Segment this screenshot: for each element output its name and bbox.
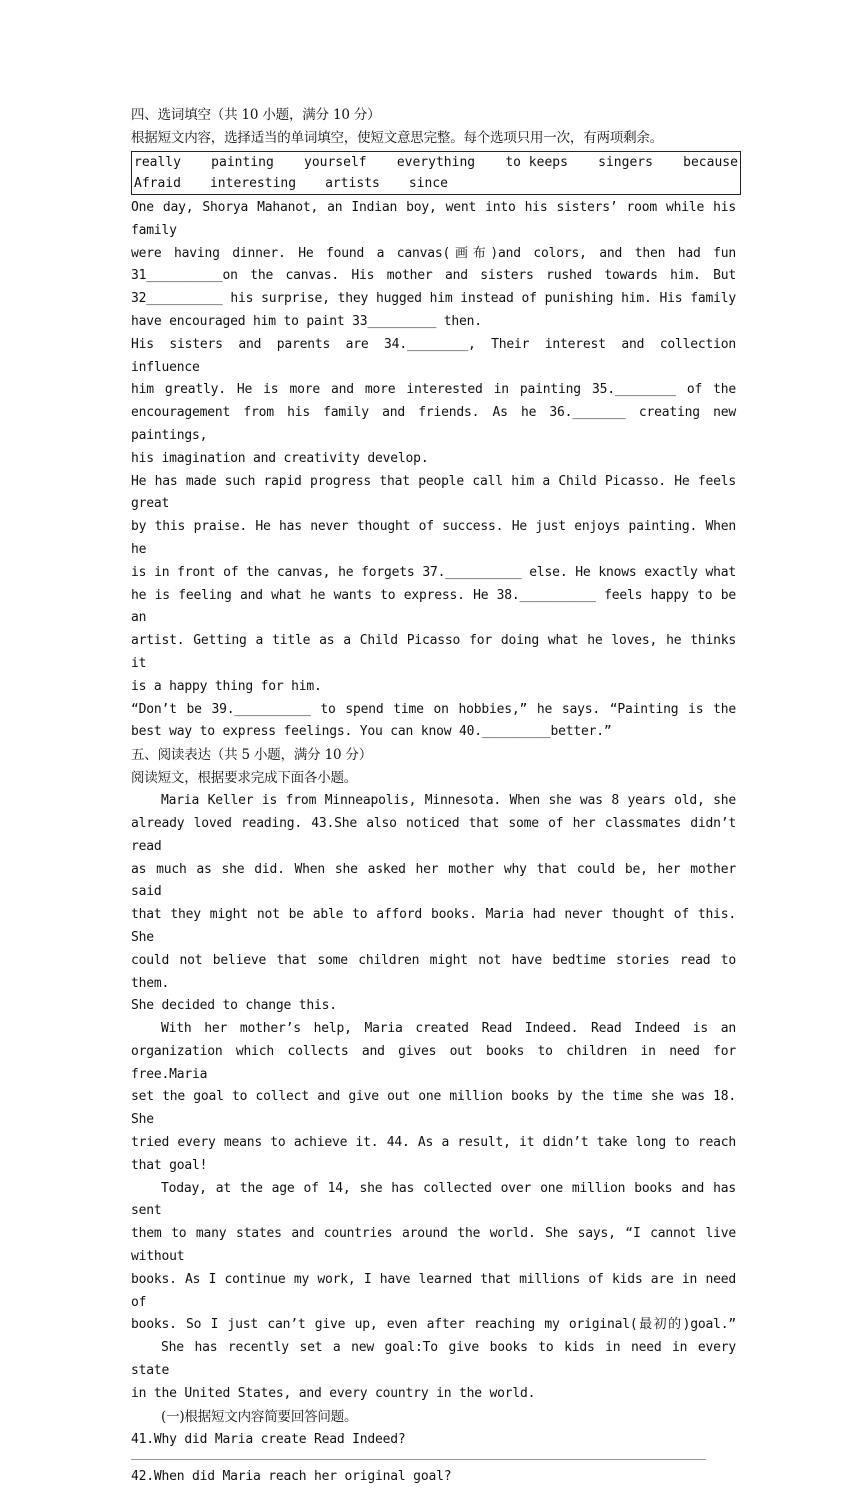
passage-line: Maria Keller is from Minneapolis, Minnesota. When she was 8 years old, she xyxy=(161,793,736,809)
word-bank-item: really xyxy=(134,155,181,170)
passage-line: 31__________on the canvas. His mother and sisters rushed towards him. But xyxy=(131,268,736,284)
section-4-title: 四、选词填空（共 10 小题，满分 10 分） xyxy=(131,107,381,123)
question-41: 41.Why did Maria create Read Indeed? xyxy=(131,1431,406,1447)
word-bank-item: everything xyxy=(396,155,476,170)
word-bank-item: painting xyxy=(211,155,274,170)
passage-line: set the goal to collect and give out one million books by the time she was 18. She xyxy=(131,1089,736,1128)
passage-line: them to many states and countries around the world. She says, “I cannot live without xyxy=(131,1226,736,1265)
passage-line: artist. Getting a title as a Child Picasso for doing what he loves, he thinks it xyxy=(131,633,736,671)
passage-line: best way to express feelings. You can know 40._________better.” xyxy=(131,724,612,740)
word-bank-row-2 xyxy=(132,173,740,194)
passage-line: With her mother’s help, Maria created Read Indeed. Read Indeed is an xyxy=(161,1021,736,1037)
passage-line: is in front of the canvas, he forgets 37.__________ else. He knows exactly what xyxy=(131,564,736,580)
question-42: 42.When did Maria reach her original goal? xyxy=(131,1469,452,1485)
subpart-heading: (一)根据短文内容简要回答问题。 xyxy=(161,1408,358,1425)
passage-line: books. So I just can’t give up, even after reaching my original(最初的)goal.” xyxy=(131,1317,736,1333)
passage-line: he is feeling and what he wants to express. He 38.__________ feels happy to be an xyxy=(131,587,736,626)
section-5-passage xyxy=(131,790,736,1406)
section-5-title: 五、阅读表达（共 5 小题，满分 10 分） xyxy=(131,747,373,764)
passage-line: is a happy thing for him. xyxy=(131,678,322,694)
passage-line: One day, Shorya Mahanot, an Indian boy, went into his sisters’ room while his family xyxy=(131,200,736,238)
passage-line: “Don’t be 39.__________ to spend time on hobbies,” he says. “Painting is the xyxy=(131,701,736,717)
passage-line: organization which collects and gives out books to children in need for free.Maria xyxy=(131,1043,736,1082)
passage-line: She has recently set a new goal:To give books to kids in need in every state xyxy=(131,1340,736,1379)
passage-line: in the United States, and every country in the world. xyxy=(131,1385,536,1401)
word-bank-item: interesting xyxy=(209,176,297,191)
passage-line: by this praise. He has never thought of success. He just enjoys painting. When he xyxy=(131,519,736,557)
passage-line: encouragement from his family and friends. As he 36._______ creating new paintings, xyxy=(131,405,736,443)
passage-line: could not believe that some children might not have bedtime stories read to them. xyxy=(131,952,736,991)
word-bank-item: Afraid xyxy=(134,176,181,191)
passage-line: that goal! xyxy=(131,1157,208,1173)
passage-line: He has made such rapid progress that people call him a Child Picasso. He feels great xyxy=(131,473,736,512)
passage-line: have encouraged him to paint 33_________ then. xyxy=(131,313,482,329)
passage-line: books. As I continue my work, I have learned that millions of kids are in need of xyxy=(131,1271,736,1310)
passage-line: She decided to change this. xyxy=(131,998,337,1014)
passage-line: tried every means to achieve it. 44. As a result, it didn’t take long to reach xyxy=(131,1135,736,1151)
passage-line: him greatly. He is more and more interested in painting 35.________ of the xyxy=(131,382,736,398)
section-4-passage xyxy=(131,197,736,744)
passage-line: already loved reading. 43.She also noticed that some of her classmates didn’t read xyxy=(131,815,736,854)
passage-line: 32__________ his surprise, they hugged him instead of punishing him. His family xyxy=(131,291,736,307)
word-bank-item: artists xyxy=(325,176,380,191)
word-bank-item: because xyxy=(683,155,738,170)
answer-line xyxy=(131,1451,706,1460)
word-bank-item: to keeps xyxy=(505,155,568,170)
passage-line: Today, at the age of 14, she has collected over one million books and has sent xyxy=(131,1180,736,1219)
passage-line: as much as she did. When she asked her mother why that could be, her mother said xyxy=(131,861,736,900)
section-4-instruction: 根据短文内容，选择适当的单词填空，使短文意思完整。每个选项只用一次，有两项剩余。 xyxy=(131,130,663,146)
passage-line: His sisters and parents are 34.________, Their interest and collection influence xyxy=(131,336,736,375)
word-bank-item: yourself xyxy=(304,155,367,170)
passage-line: his imagination and creativity develop. xyxy=(131,450,429,466)
word-bank-row-1 xyxy=(132,152,740,173)
passage-line: that they might not be able to afford books. Maria had never thought of this. She xyxy=(131,907,736,945)
word-bank-item: since xyxy=(408,176,448,191)
passage-line: were having dinner. He found a canvas(画布)and colors, and then had fun xyxy=(131,245,736,261)
section-5-instruction: 阅读短文，根据要求完成下面各小题。 xyxy=(131,770,358,787)
word-bank-box xyxy=(131,151,741,195)
document-page xyxy=(131,104,736,1489)
word-bank-item: singers xyxy=(598,155,653,170)
